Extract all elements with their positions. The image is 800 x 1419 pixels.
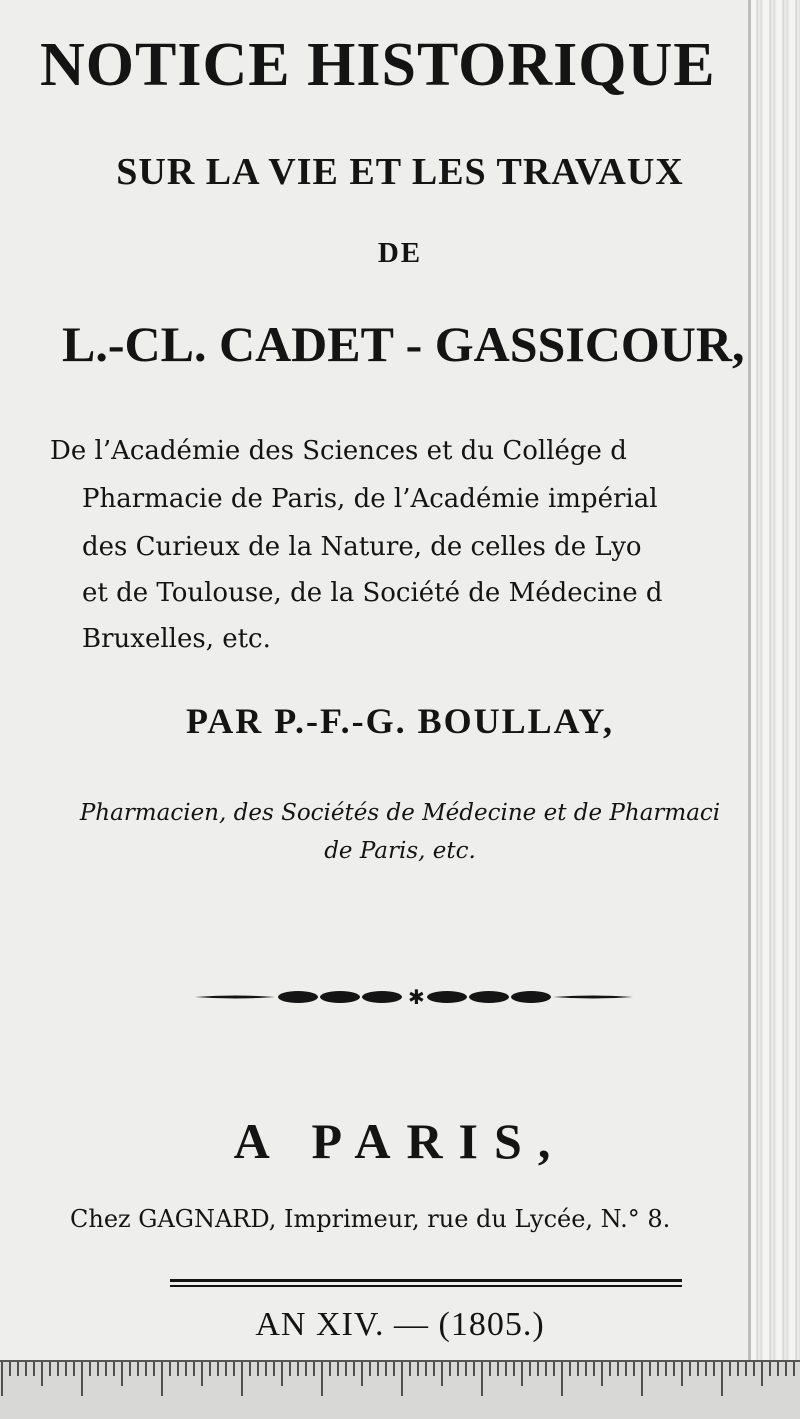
author-role-line: de Paris, etc. [324, 838, 476, 864]
printer-line: Chez GAGNARD, Imprimeur, rue du Lycée, N.° 8. [70, 1205, 671, 1233]
affiliation-line: Pharmacie de Paris, de l’Académie impérial [82, 484, 658, 514]
svg-text:✱: ✱ [408, 985, 425, 1009]
measurement-ruler [0, 1360, 800, 1419]
affiliation-line: De l’Académie des Sciences et du Collége d [50, 436, 627, 466]
book-title: NOTICE HISTORIQUE [40, 31, 716, 99]
publication-place: A PARIS, [233, 1113, 567, 1169]
ornament-divider [195, 982, 635, 1012]
publication-date: AN XIV. — (1805.) [255, 1306, 545, 1343]
author-role-line: Pharmacien, des Sociétés de Médecine et de Pharmaci [79, 800, 721, 826]
page-edge-stack [748, 0, 800, 1360]
double-rule [170, 1278, 682, 1290]
author-line: PAR P.-F.-G. BOULLAY, [185, 701, 615, 741]
subject-name: L.-CL. CADET - GASSICOUR, [62, 316, 745, 372]
affiliation-line: des Curieux de la Nature, de celles de Lyo [82, 532, 642, 562]
affiliation-line: Bruxelles, etc. [82, 624, 271, 654]
affiliation-line: et de Toulouse, de la Société de Médecine d [82, 578, 663, 608]
book-subtitle: SUR LA VIE ET LES TRAVAUX [116, 151, 684, 193]
preposition-de: DE [377, 237, 423, 269]
